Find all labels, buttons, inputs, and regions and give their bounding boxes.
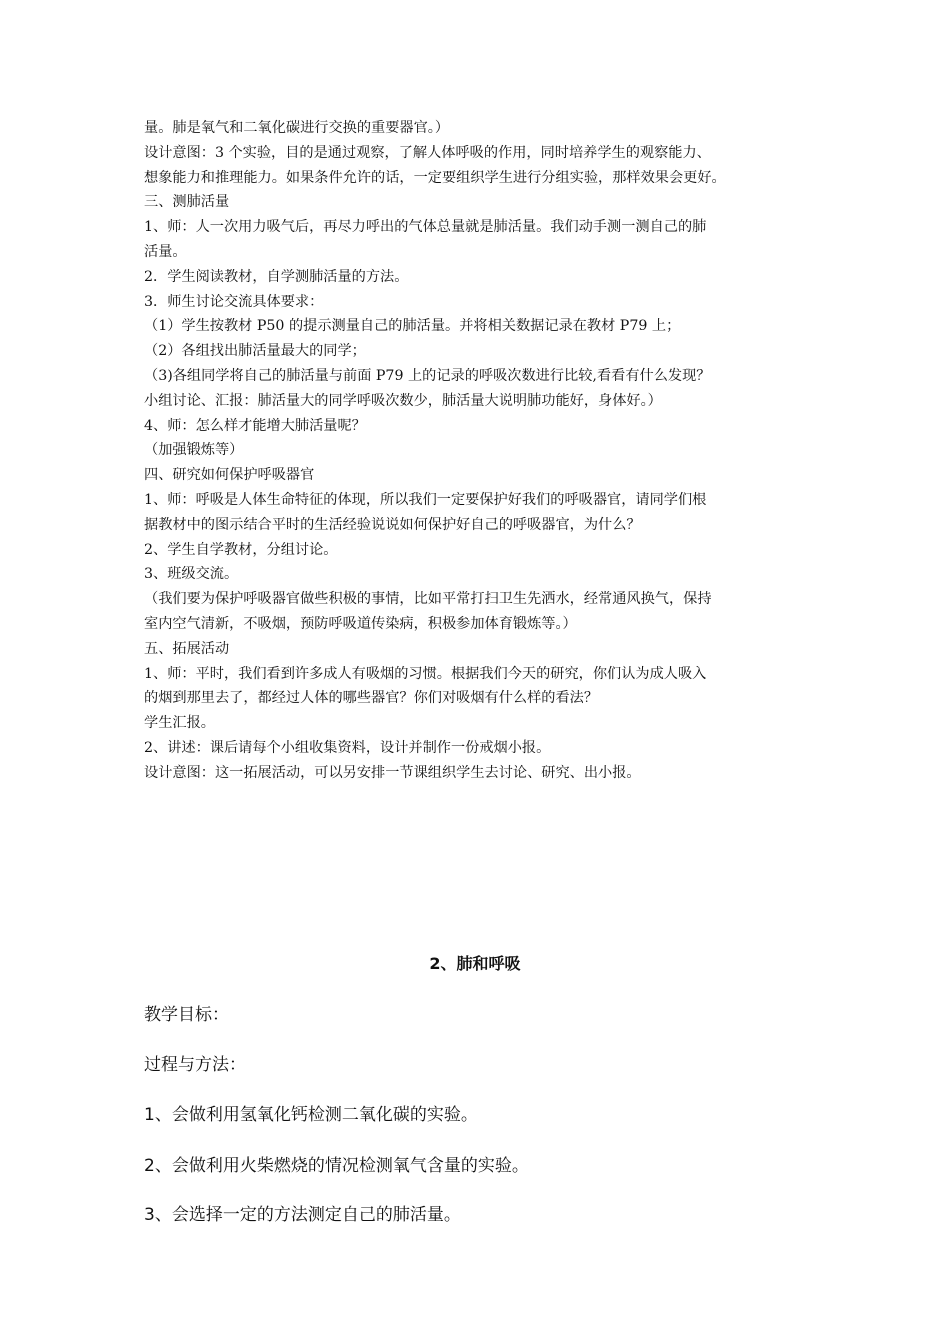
text-line: （3)各组同学将自己的肺活量与前面 P79 上的记录的呼吸次数进行比较,看看有什么发现？ bbox=[144, 367, 711, 384]
text-line: （2）各组找出肺活量最大的同学； bbox=[144, 343, 366, 360]
objective-item: 2、会做利用火柴燃烧的情况检测氧气含量的实验。 bbox=[144, 1156, 529, 1176]
text-line: 2、学生自学教材，分组讨论。 bbox=[144, 541, 338, 558]
objectives-label: 教学目标： bbox=[144, 1005, 229, 1025]
text-line: 设计意图：这一拓展活动，可以另安排一节课组织学生去讨论、研究、出小报。 bbox=[144, 764, 641, 781]
text-line: 1、师：人一次用力吸气后，再尽力呼出的气体总量就是肺活量。我们动手测一测自己的肺 bbox=[144, 219, 707, 236]
section-heading: 四、研究如何保护呼吸器官 bbox=[144, 467, 315, 484]
lesson-body-text bbox=[144, 116, 814, 786]
text-line: 2．学生阅读教材，自学测肺活量的方法。 bbox=[144, 268, 409, 285]
text-line: 室内空气清新，不吸烟，预防呼吸道传染病，积极参加体育锻炼等。） bbox=[144, 615, 577, 632]
text-line: 学生汇报。 bbox=[144, 715, 215, 732]
text-line: 2、讲述：课后请每个小组收集资料，设计并制作一份戒烟小报。 bbox=[144, 739, 551, 756]
objective-item: 3、会选择一定的方法测定自己的肺活量。 bbox=[144, 1205, 461, 1225]
text-line: （我们要为保护呼吸器官做些积极的事情，比如平常打扫卫生先洒水，经常通风换气，保持 bbox=[144, 591, 712, 608]
section-heading: 三、测肺活量 bbox=[144, 194, 230, 211]
text-line: 1、师：平时，我们看到许多成人有吸烟的习惯。根据我们今天的研究，你们认为成人吸入 bbox=[144, 665, 707, 682]
text-line: 想象能力和推理能力。如果条件允许的话，一定要组织学生进行分组实验，那样效果会更好。 bbox=[144, 169, 726, 186]
text-line: （加强锻炼等） bbox=[144, 442, 244, 459]
section-heading: 五、拓展活动 bbox=[144, 640, 230, 657]
text-line: 量。肺是氧气和二氧化碳进行交换的重要器官。） bbox=[144, 120, 450, 136]
text-line: 活量。 bbox=[144, 243, 187, 260]
text-line: 3．师生讨论交流具体要求： bbox=[144, 293, 324, 310]
text-line: 4、师：怎么样才能增大肺活量呢？ bbox=[144, 417, 366, 434]
text-line: 的烟到那里去了，都经过人体的哪些器官？你们对吸烟有什么样的看法？ bbox=[144, 690, 599, 707]
text-line: 据教材中的图示结合平时的生活经验说说如何保护好自己的呼吸器官，为什么？ bbox=[144, 516, 641, 533]
text-line: 1、师：呼吸是人体生命特征的体现，所以我们一定要保护好我们的呼吸器官，请同学们根 bbox=[144, 491, 707, 508]
text-line: 设计意图：3 个实验，目的是通过观察，了解人体呼吸的作用，同时培养学生的观察能力、 bbox=[144, 144, 711, 161]
lesson-title: 2、肺和呼吸 bbox=[429, 954, 521, 973]
objective-item: 1、会做利用氢氧化钙检测二氧化碳的实验。 bbox=[144, 1105, 478, 1125]
text-line: 3、班级交流。 bbox=[144, 566, 239, 583]
process-label: 过程与方法： bbox=[144, 1055, 246, 1075]
text-line: 小组讨论、汇报：肺活量大的同学呼吸次数少，肺活量大说明肺功能好，身体好。） bbox=[144, 392, 662, 409]
text-line: （1）学生按教材 P50 的提示测量自己的肺活量。并将相关数据记录在教材 P79 上； bbox=[144, 318, 681, 335]
